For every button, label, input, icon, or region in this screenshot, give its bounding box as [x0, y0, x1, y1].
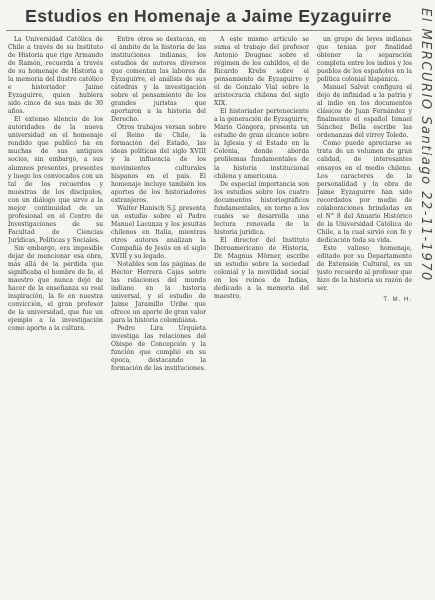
- article-headline: Estudios en Homenaje a Jaime Eyzaguirre: [25, 6, 392, 26]
- paragraph: Entre otros se destacan, en el ámbito de la historia de las instituciones indianas, los estudios de autores diversos que comentan las labores de Eyzaguirre, el análisis de sus cátedras y la investigación sobre el pensamiento de los grandes juristas que aportaron a la historia del Derecho.: [111, 36, 206, 124]
- author-signature: T. M. H.: [383, 297, 412, 303]
- article-column-4: [317, 36, 412, 592]
- source-stamp-text: El MERCURIO Santiago 22-11-1970: [418, 8, 433, 282]
- article-column-1: [8, 36, 103, 592]
- paragraph: A este mismo artículo se suma el trabajo del profesor Antonio Dougnac sobre el régimen de los cabildos, el de Ricardo Krebs sobre el pensamiento de Eyzaguirre y el de Gonzalo Vial sobre la aristocracia chilena del siglo XIX.: [214, 36, 309, 108]
- paragraph: Walter Hanisch S.J. presenta un estudio sobre el Padre Manuel Lacunza y los jesuitas chilenos en Italia, mientras otros autores analizan la Compañía de Jesús en el siglo XVIII y su legado.: [111, 204, 206, 260]
- headline-rule: [6, 30, 411, 31]
- paragraph: Manuel Salvat configura el dejo de infinidad a la patria y al indio en los documentos clásicos de Juan Fernández y finalmente el español Ismael Sánchez Bella escribe las ordenanzas del virrey Toledo.: [317, 84, 412, 140]
- paragraph: De especial importancia son los estudios sobre los cuatro documentos historiográficos fundamentales, en torno a los cuales se desarrolla una lectura renovada de la historia jurídica.: [214, 180, 309, 236]
- paragraph: Pedro Lira Urquieta investiga las relaciones del Obispo de Concepción y la función que cumplió en su época, destacando la formación de las instituciones.: [111, 325, 206, 373]
- paragraph: El extenso silencio de los autoridades de la nueva universidad en el homenaje rendido que publicó ha en muchas de sus antiguos socios, sin embargo, a sus alumnos presentes, presentes y luego los convocados con un tal de los recuerdos y muestras de los discípulos, con un diálogo que sirve a la mejor continuidad de un profesional en el Centro de Investigaciones de su Facultad de Ciencias Jurídicas, Políticas y Sociales.: [8, 116, 103, 244]
- article-body: [8, 36, 412, 592]
- paragraph: un grupo de leyes indianas que tenían por finalidad obtener la separación completa entre los indios y los pueblos de los españoles en la política colonial hispánica.: [317, 36, 412, 84]
- paragraph: Como puede apreciarse se trata de un volumen de gran calidad, de interesantes ensayos en el medio chileno. Los caracteres de la personalidad y la obra de Jaime Eyzaguirre han sido recordados por medio de colaboraciones brindadas en el N° 8 del Anuario Histórico de la Universidad Católica de Chile, a la cual sirvió con fe y dedicación toda su vida.: [317, 140, 412, 244]
- paragraph: La Universidad Católica de Chile a través de su Instituto de Historia que rige Armando de Ramón, recuerda a través de su homenaje de Historia a la memoria del ilustre católico e historiador Jaime Eyzaguirre, quien hubiera sido cinco de sus más de 30 años.: [8, 36, 103, 116]
- article-column-3: [214, 36, 309, 592]
- paragraph: Este valioso homenaje, editado por su Departamento de Extensión Cultural, es un justo recuerdo al profesor que hizo de la historia su razón de ser.: [317, 244, 412, 292]
- paragraph: Sin embargo, era imposible dejar de mencionar esa obra, más allá de la pérdida que significaba el hombre de fe, el maestro que nunca dejó de hacer de la enseñanza su real inspiración, la fe en nuestra convicción, el gran profesor de la universidad, que fue un ejemplo a la investigación como aporte a la cultura.: [8, 244, 103, 333]
- article-column-2: [111, 36, 206, 592]
- paragraph: Otros trabajos versan sobre el Reino de Chile, la formación del Estado, las ideas políticas del siglo XVIII y la influencia de los movimientos culturales hispanos en el país. El homenaje incluye también los aportes de los historiadores extranjeros.: [111, 124, 206, 204]
- paragraph: Notables son las páginas de Héctor Herrera Cajas sobre las relaciones del mundo indiano en la historia universal, y el estudio de Jaime Jaramillo Uribe que ofrece un aporte de gran valor para la historia colombiana.: [111, 260, 206, 325]
- paragraph: El director del Instituto Iberoamericano de Historia, Dr. Magnus Mörner, escribe un estudio sobre la sociedad colonial y la movilidad social en los reinos de Indias, dedicado a la memoria del maestro.: [214, 236, 309, 300]
- paragraph: El historiador perteneciente a la generación de Eyzaguirre, Mario Góngora, presenta un estudio de gran alcance sobre la Iglesia y el Estado en la Colonia, donde aborda problemas fundamentales de la historia institucional chilena y americana.: [214, 108, 309, 180]
- source-stamp: [415, 4, 435, 424]
